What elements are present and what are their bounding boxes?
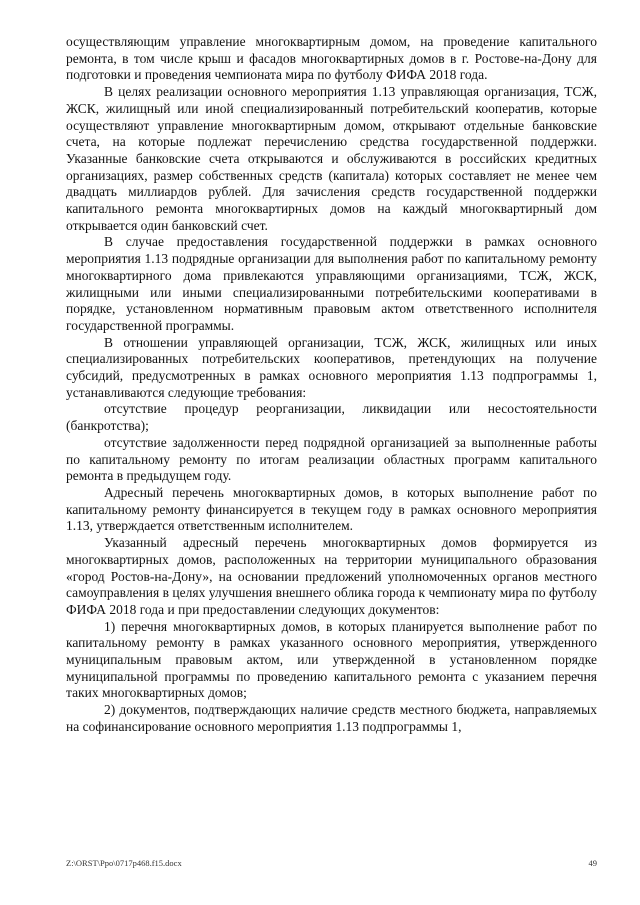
paragraph-3: В случае предоставления государственной поддержки в рамках основного мероприятия 1.13 подрядные организации для выполнения работ по капитальному ремонту многоквартирного дома привлекаются управляющими организациями, ТСЖ, ЖСК, жилищными или иными специализированными потребительскими кооперативами в порядке, установленном нормативным правовым актом ответственного исполнителя государственной программы. xyxy=(66,234,597,333)
paragraph-8: Указанный адресный перечень многоквартирных домов формируется из многоквартирных домов, расположенных на территории муниципального образования «город Ростов-на-Дону», на основании предложений уполномоченных органов местного самоуправления в целях улучшения внешнего облика города к чемпионату мира по футболу ФИФА 2018 года и при предоставлении следующих документов: xyxy=(66,535,597,617)
paragraph-1: осуществляющим управление многоквартирным домом, на проведение капитального ремонта, в том числе крыш и фасадов многоквартирных домов в г. Ростове-на-Дону для подготовки и проведения чемпионата мира по футболу ФИФА 2018 года. xyxy=(66,34,597,83)
paragraph-10: 2) документов, подтверждающих наличие средств местного бюджета, направляемых на софинансирование основного мероприятия 1.13 подпрограммы 1, xyxy=(66,702,597,734)
paragraph-9: 1) перечня многоквартирных домов, в которых планируется выполнение работ по капитальному ремонту в рамках указанного основного мероприятия, утвержденного муниципальным правовым актом, или утвержденной в установленном порядке муниципальной программы по проведению капитального ремонта с указанием перечня таких многоквартирных домов; xyxy=(66,618,597,701)
paragraph-7: Адресный перечень многоквартирных домов, в которых выполнение работ по капитальному ремонту финансируется в текущем году в рамках основного мероприятия 1.13, утверждается ответственным исполнителем. xyxy=(66,484,597,534)
paragraph-6: отсутствие задолженности перед подрядной организацией за выполненные работы по капитальному ремонту по итогам реализации областных программ капитального ремонта в предыдущем году. xyxy=(66,434,597,484)
document-body xyxy=(66,34,597,736)
paragraph-4: В отношении управляющей организации, ТСЖ, ЖСК, жилищных или иных специализированных потребительских кооперативов, претендующих на получение субсидий, предусмотренных в рамках основного мероприятия 1.13 подпрограммы 1, устанавливаются следующие требования: xyxy=(66,334,597,400)
paragraph-2: В целях реализации основного мероприятия 1.13 управляющая организация, ТСЖ, ЖСК, жилищный или иной специализированный потребительский кооператив, которые осуществляют управление многоквартирным домом, открывают отдельные банковские счета, на которые подлежат перечислению средства государственной поддержки. Указанные банковские счета открываются и обслуживаются в российских кредитных организациях, размер собственных средств (капитала) которых составляет не менее чем двадцать миллиардов рублей. Для зачисления средств государственной поддержки капитального ремонта многоквартирных домов на каждый многоквартирный дом открывается один банковский счет. xyxy=(66,84,597,233)
page-number: 49 xyxy=(588,858,597,868)
footer-file-path: Z:\ORST\Ppo\0717p468.f15.docx xyxy=(66,858,182,868)
paragraph-5: отсутствие процедур реорганизации, ликвидации или несостоятельности (банкротства); xyxy=(66,401,597,434)
